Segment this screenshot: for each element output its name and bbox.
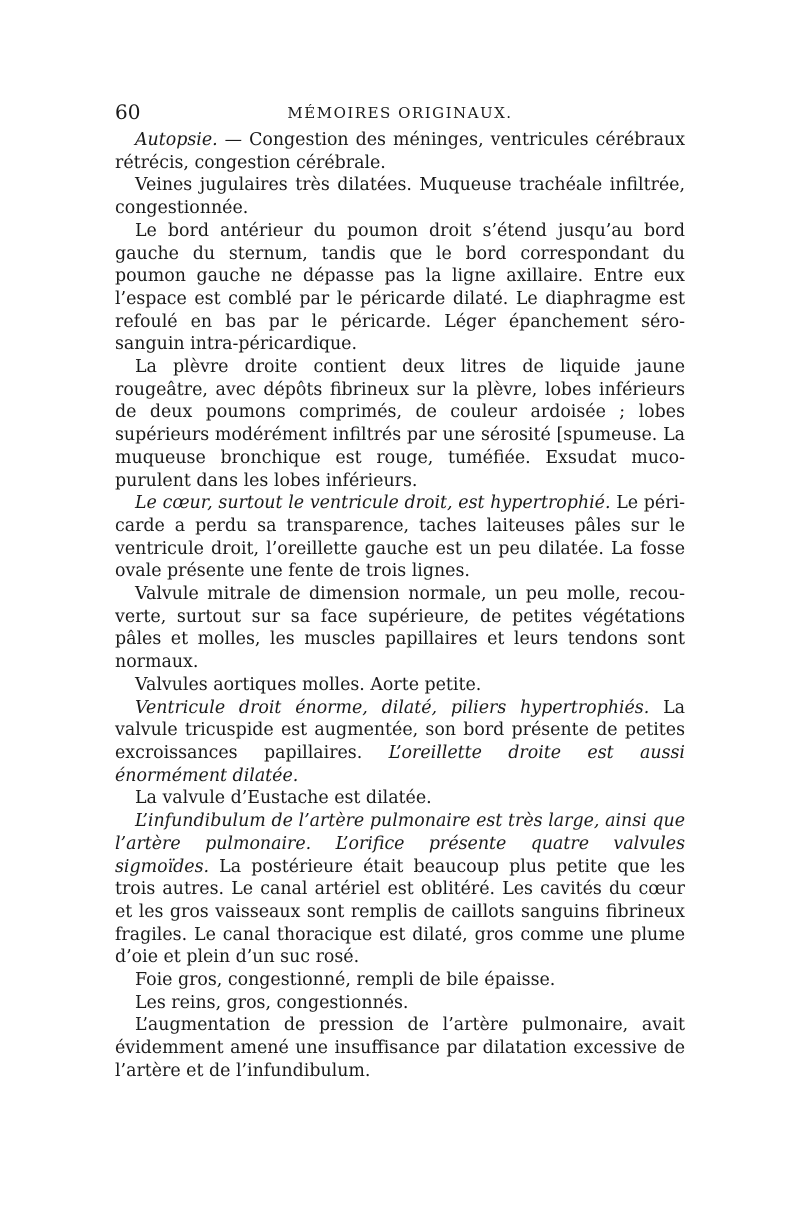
running-title: MÉMOIRES ORIGINAUX.: [287, 104, 513, 122]
run: Autopsie. —: [135, 130, 243, 150]
run: Congestion des méninges, ventricules cérébraux rétrécis, congestion cérébrale.: [115, 130, 685, 173]
run: Le bord antérieur du poumon droit s’étend jusqu’au bord gauche du sternum, tandis que le bord correspondant du poumon gauche ne dépasse pas la ligne axillaire. Entre eux l’espace est comblé par le péricarde dilaté. Le diaphragme est refoulé en bas par le péricarde. Léger épanchement séro-sanguin intra-péricardique.: [115, 220, 685, 355]
paragraph-autopsie: [115, 129, 685, 174]
paragraph-mitrale: [115, 583, 685, 674]
body-text: [115, 129, 685, 1083]
paragraph-coeur: [115, 492, 685, 583]
run: La valvule d’Eustache est dilatée.: [135, 788, 432, 809]
run: Foie gros, congestionné, rempli de bile épaisse.: [135, 970, 556, 991]
run: Le péricarde a perdu sa transparence, taches laiteuses pâles sur le ventricule droit, l’oreillette gauche est un peu dilatée. La fosse ovale présente une fente de trois lignes.: [115, 493, 685, 582]
paragraph-foie: [115, 969, 685, 992]
run: La plèvre droite contient deux litres de liquide jaune rougeâtre, avec dépôts fibrineux sur la plèvre, lobes inférieurs de deux poumons comprimés, de couleur ardoisée ; lobes supérieurs modérément infiltrés par une sérosité [spumeuse. La muqueuse bronchique est rouge, tuméfiée. Exsudat muco-purulent dans les lobes inférieurs.: [115, 357, 685, 491]
paragraph-plevre: [115, 356, 685, 492]
paragraph-poumon: [115, 220, 685, 356]
run: L’augmentation de pression de l’artère pulmonaire, avait évidemment amené une insuffisance par dilatation excessive de l’artère et de l’infundibulum.: [115, 1015, 685, 1081]
run: L’infundibulum de l’artère pulmonaire est très large, ainsi que l’artère pulmonaire. L’orifice présente quatre valvules sigmoïdes.: [115, 811, 685, 877]
paragraph-conclusion: [115, 1014, 685, 1082]
run: Le cœur, surtout le ventricule droit, est hypertrophié.: [135, 493, 611, 514]
run: Veines jugulaires très dilatées. Muqueuse trachéale infiltrée, congestionnée.: [115, 175, 685, 219]
page-header: [115, 100, 685, 126]
run: Valvule mitrale de dimension normale, un peu molle, recouverte, surtout sur sa face supérieure, de petites végétations pâles et molles, les muscles papillaires et leurs tendons sont normaux.: [115, 584, 685, 673]
page-number: 60: [115, 100, 141, 124]
paragraph-aortiques: [115, 674, 685, 697]
run: La postérieure était beaucoup plus petite que les trois autres. Le canal artériel est oblitéré. Les cavités du cœur et les gros vaisseaux sont remplis de caillots sanguins fibrineux fragiles. Le canal thoracique est dilaté, gros comme une plume d’oie et plein d’un suc rosé.: [115, 856, 685, 968]
run: La valvule tricuspide est augmentée, son bord présente de petites excroissances papillaires.: [115, 697, 685, 763]
run: Ventricule droit énorme, dilaté, piliers hypertrophiés.: [135, 697, 650, 718]
paragraph-ventricule: [115, 697, 685, 788]
run: Valvules aortiques molles. Aorte petite.: [135, 674, 482, 695]
paragraph-infundibulum: [115, 810, 685, 969]
paragraph-veines: [115, 174, 685, 219]
run: Les reins, gros, congestionnés.: [135, 992, 409, 1013]
run: L’oreillette droite est aussi énormément dilatée.: [115, 742, 685, 786]
paragraph-reins: [115, 992, 685, 1015]
paragraph-eustache: [115, 787, 685, 810]
